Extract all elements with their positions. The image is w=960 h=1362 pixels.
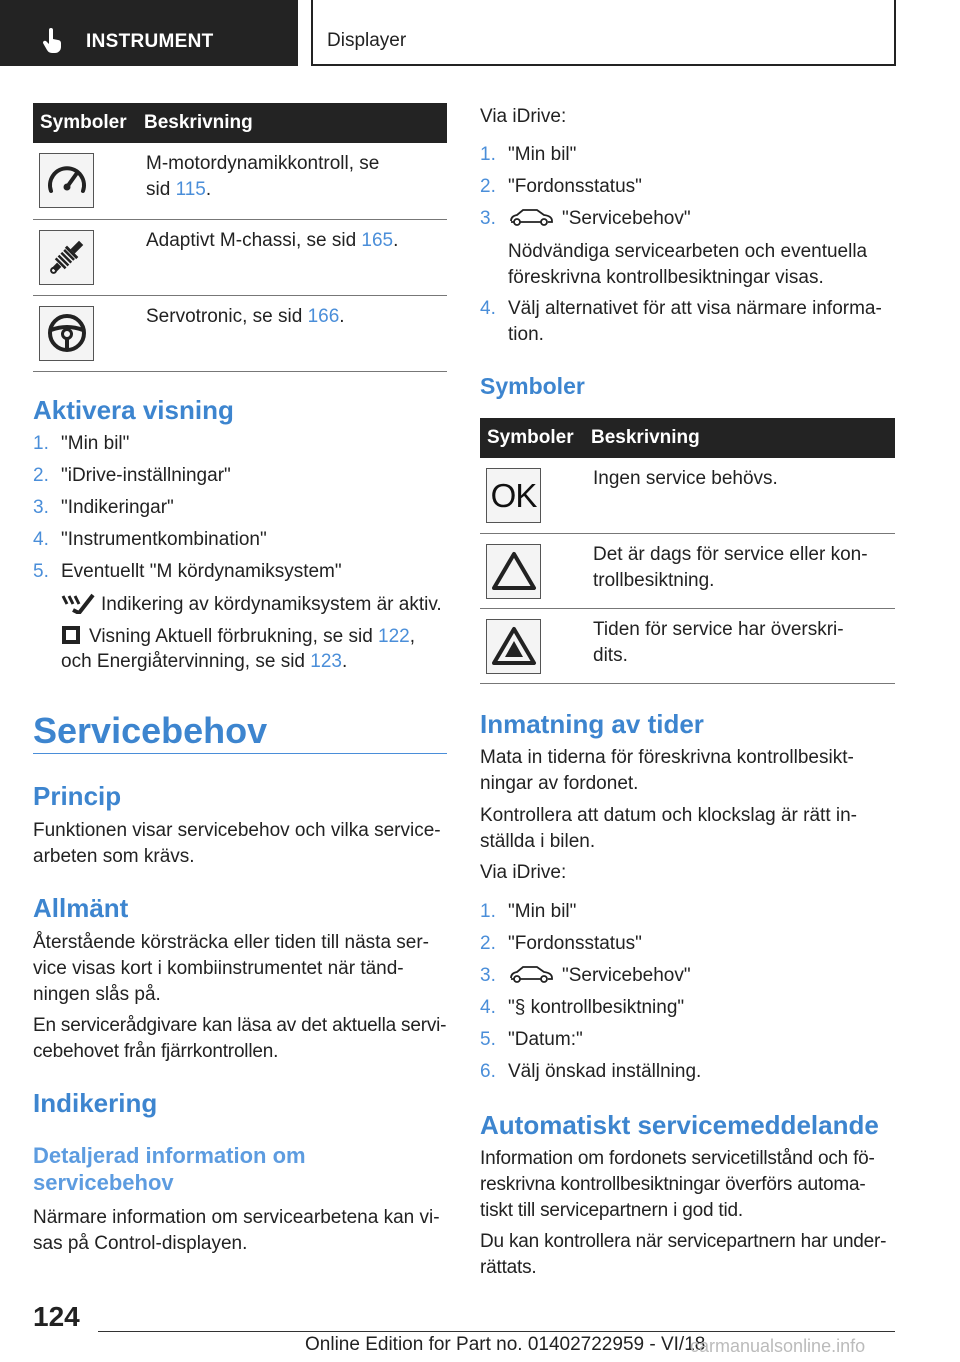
m-symbols-table bbox=[33, 103, 447, 372]
chapter-tab bbox=[311, 0, 896, 66]
pointing-hand-icon bbox=[40, 28, 64, 54]
page-link[interactable]: 122 bbox=[378, 626, 410, 647]
warning-triangle-filled-icon bbox=[486, 619, 541, 674]
car-icon bbox=[508, 964, 554, 984]
page-number: 124 bbox=[33, 1301, 80, 1332]
table-cell: Servotronic, se sid 166. bbox=[138, 295, 447, 371]
sub-item-consumption: Visning Aktuell förbrukning, se sid 122, bbox=[61, 624, 415, 650]
allmant-text-2: En servicerådgivare kan läsa av det aktuella servi- cebehovet från fjärrkontrollen. bbox=[33, 1015, 447, 1062]
page-link[interactable]: 165 bbox=[361, 229, 394, 251]
table-row bbox=[33, 219, 447, 295]
edition-text: Online Edition for Part no. 01402722959 - VI/18 bbox=[305, 1334, 706, 1355]
princip-text: Funktionen visar servicebehov och vilka service- arbeten som krävs. bbox=[33, 820, 441, 867]
table-row bbox=[480, 533, 895, 608]
table-row bbox=[33, 143, 447, 219]
table-header-symbols: Symboler bbox=[480, 418, 585, 458]
heading-princip: Princip bbox=[33, 781, 122, 811]
heading-automatiskt: Automatiskt servicemeddelande bbox=[480, 1110, 879, 1140]
chapter-title: Displayer bbox=[327, 30, 407, 51]
page-link[interactable]: 123 bbox=[310, 651, 342, 672]
table-header-description: Beskrivning bbox=[138, 103, 447, 143]
shock-absorber-icon bbox=[39, 230, 94, 285]
table-cell: Adaptivt M-chassi, se sid 165. bbox=[138, 219, 447, 295]
via-idrive-label-2: Via iDrive: bbox=[480, 862, 567, 883]
heading-inmatning: Inmatning av tider bbox=[480, 709, 704, 739]
table-row bbox=[480, 608, 895, 683]
chapter-heading-servicebehov: Servicebehov bbox=[33, 710, 268, 751]
table-cell: Det är dags för service eller kon- trollbesiktning. bbox=[585, 533, 895, 608]
heading-indikering: Indikering bbox=[33, 1088, 158, 1118]
table-header-symbols: Symboler bbox=[33, 103, 138, 143]
page-link[interactable]: 115 bbox=[175, 179, 206, 200]
heading-rule bbox=[33, 753, 447, 754]
speedometer-icon bbox=[39, 153, 94, 208]
step3-text: Nödvändiga servicearbeten och eventuella föreskrivna kontrollbesiktningar visas. bbox=[508, 241, 868, 288]
car-icon bbox=[508, 207, 554, 227]
table-row bbox=[33, 295, 447, 371]
watermark: carmanualsonline.info bbox=[690, 1336, 866, 1356]
table-header-description: Beskrivning bbox=[585, 418, 895, 458]
inmatning-text-1: Mata in tiderna för föreskrivna kontrollbesikt- ningar av fordonet. bbox=[480, 747, 854, 794]
heading-symboler: Symboler bbox=[480, 373, 585, 399]
inmatning-text-2: Kontrollera att datum och klockslag är rätt in- ställda i bilen. bbox=[480, 805, 858, 852]
section-title: INSTRUMENT bbox=[86, 31, 214, 52]
dynamics-check-icon bbox=[61, 592, 95, 614]
sub-item-energy: och Energiåtervinning, se sid 123. bbox=[61, 651, 348, 672]
table-cell: Ingen service behövs. bbox=[585, 458, 895, 533]
auto-text-2: Du kan kontrollera när servicepartnern har under- rättats. bbox=[480, 1231, 887, 1278]
heading-aktivera: Aktivera visning bbox=[33, 395, 234, 425]
via-idrive-label: Via iDrive: bbox=[480, 106, 567, 127]
table-cell: Tiden för service har överskri- dits. bbox=[585, 608, 895, 683]
warning-triangle-icon bbox=[486, 544, 541, 599]
page-link[interactable]: 166 bbox=[307, 305, 340, 327]
steering-wheel-icon bbox=[39, 306, 94, 361]
sub-item-dynamics: Indikering av kördynamiksystem är aktiv. bbox=[61, 592, 442, 618]
square-display-icon bbox=[61, 625, 81, 645]
ok-icon: OK bbox=[486, 468, 541, 523]
table-cell: M-motordynamikkontroll, se sid 115. bbox=[138, 143, 447, 219]
heading-detaljerad: Detaljerad information om servicebehov bbox=[33, 1143, 306, 1195]
auto-text-1: Information om fordonets servicetillstånd och fö- reskrivna kontrollbesiktningar överförs automa- tiskt till servicepartnern i god tid. bbox=[480, 1148, 875, 1221]
section-tab bbox=[0, 0, 298, 66]
table-row bbox=[480, 458, 895, 533]
heading-allmant: Allmänt bbox=[33, 893, 129, 923]
allmant-text-1: Återstående körsträcka eller tiden till nästa ser- vice visas kort i kombiinstrumentet när tänd- ningen slås på. bbox=[33, 932, 430, 1005]
indikering-text: Närmare information om servicearbetena kan vi- sas på Control-displayen. bbox=[33, 1207, 440, 1254]
service-symbols-table bbox=[480, 418, 895, 684]
